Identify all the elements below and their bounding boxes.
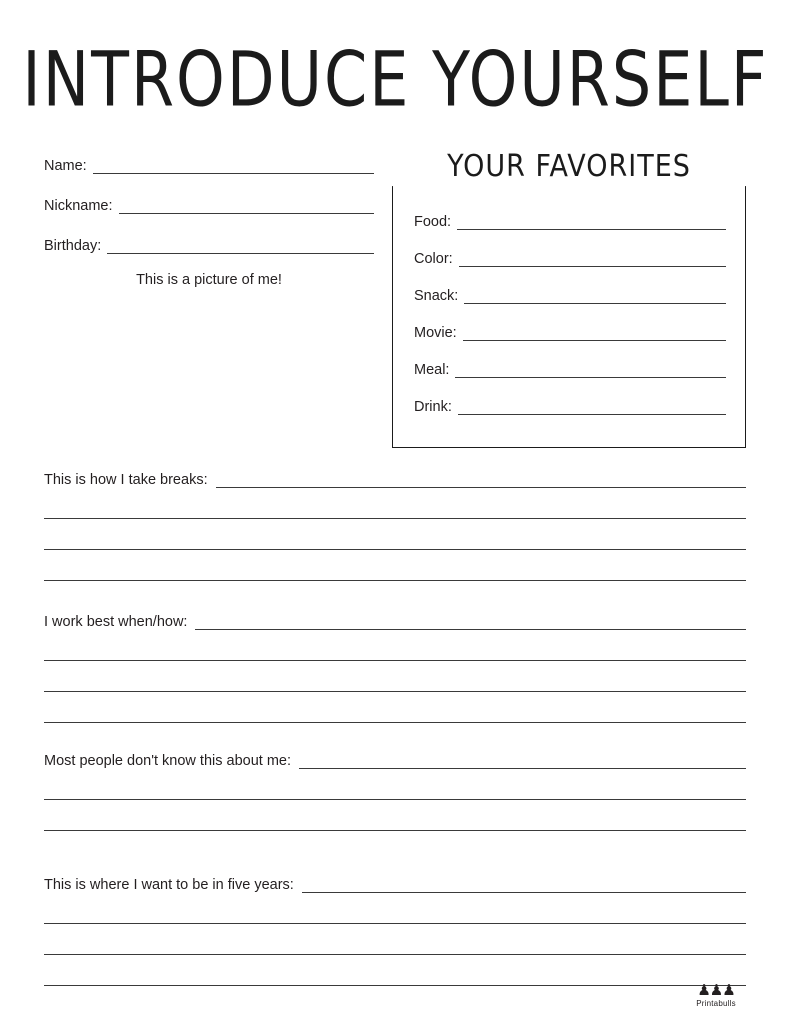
prompt-section-work-best	[44, 610, 746, 723]
field-birthday-label: Birthday:	[44, 238, 102, 254]
prompt-work-best-line-2[interactable]	[44, 630, 746, 661]
favorites-title: YOUR FAVORITES	[392, 148, 746, 186]
favorite-movie-label: Movie:	[414, 325, 457, 341]
bulls-icon: ♟♟♟	[697, 982, 735, 999]
prompt-work-best-line-1[interactable]	[195, 616, 746, 630]
prompt-section-breaks	[44, 468, 746, 581]
page-title: INTRODUCE YOURSELF	[22, 34, 769, 124]
favorite-color-input[interactable]	[459, 254, 726, 267]
identity-block	[44, 152, 374, 288]
field-name[interactable]	[44, 152, 374, 174]
favorite-meal[interactable]	[414, 360, 726, 378]
brand-name: Printabulls	[696, 999, 736, 1008]
favorite-movie-input[interactable]	[463, 328, 726, 341]
field-birthday-input[interactable]	[107, 239, 374, 254]
prompt-breaks-line-4[interactable]	[44, 550, 746, 581]
prompt-breaks-label: This is how I take breaks:	[44, 472, 208, 488]
prompt-breaks-line-1[interactable]	[216, 474, 746, 488]
prompt-five-years-line-4[interactable]	[44, 955, 746, 986]
field-nickname-label: Nickname:	[44, 198, 113, 214]
favorite-food-label: Food:	[414, 214, 452, 230]
favorite-movie[interactable]	[414, 323, 726, 341]
favorite-food-input[interactable]	[457, 217, 726, 230]
prompt-work-best-line-4[interactable]	[44, 692, 746, 723]
favorite-snack-label: Snack:	[414, 288, 459, 304]
footer-logo	[681, 984, 751, 1008]
favorite-drink-input[interactable]	[458, 402, 726, 415]
prompt-unknown-fact-label: Most people don't know this about me:	[44, 753, 291, 769]
favorite-drink[interactable]	[414, 397, 726, 415]
prompt-breaks-line-2[interactable]	[44, 488, 746, 519]
field-birthday[interactable]	[44, 232, 374, 254]
favorites-list	[414, 212, 726, 434]
picture-note: This is a picture of me!	[136, 272, 282, 288]
favorite-snack-input[interactable]	[464, 291, 726, 304]
field-nickname[interactable]	[44, 192, 374, 214]
favorite-color-label: Color:	[414, 251, 453, 267]
prompt-work-best-line-3[interactable]	[44, 661, 746, 692]
prompt-five-years-line-1[interactable]	[302, 879, 746, 893]
favorite-food[interactable]	[414, 212, 726, 230]
prompt-five-years-label: This is where I want to be in five years:	[44, 877, 294, 893]
prompt-work-best-label: I work best when/how:	[44, 614, 188, 630]
prompt-five-years-line-3[interactable]	[44, 924, 746, 955]
prompt-work-best-head[interactable]	[44, 610, 746, 630]
prompt-section-unknown-fact	[44, 749, 746, 831]
prompt-five-years-line-2[interactable]	[44, 893, 746, 924]
prompt-unknown-fact-line-2[interactable]	[44, 769, 746, 800]
favorite-snack[interactable]	[414, 286, 726, 304]
field-name-input[interactable]	[93, 159, 374, 174]
prompt-breaks-head[interactable]	[44, 468, 746, 488]
field-nickname-input[interactable]	[119, 199, 375, 214]
prompt-unknown-fact-head[interactable]	[44, 749, 746, 769]
favorite-drink-label: Drink:	[414, 399, 452, 415]
favorite-meal-input[interactable]	[455, 365, 726, 378]
prompt-section-five-years	[44, 873, 746, 986]
field-name-label: Name:	[44, 158, 87, 174]
favorite-color[interactable]	[414, 249, 726, 267]
favorite-meal-label: Meal:	[414, 362, 450, 378]
prompt-unknown-fact-line-1[interactable]	[299, 755, 746, 769]
prompt-breaks-line-3[interactable]	[44, 519, 746, 550]
prompt-unknown-fact-line-3[interactable]	[44, 800, 746, 831]
prompt-five-years-head[interactable]	[44, 873, 746, 893]
